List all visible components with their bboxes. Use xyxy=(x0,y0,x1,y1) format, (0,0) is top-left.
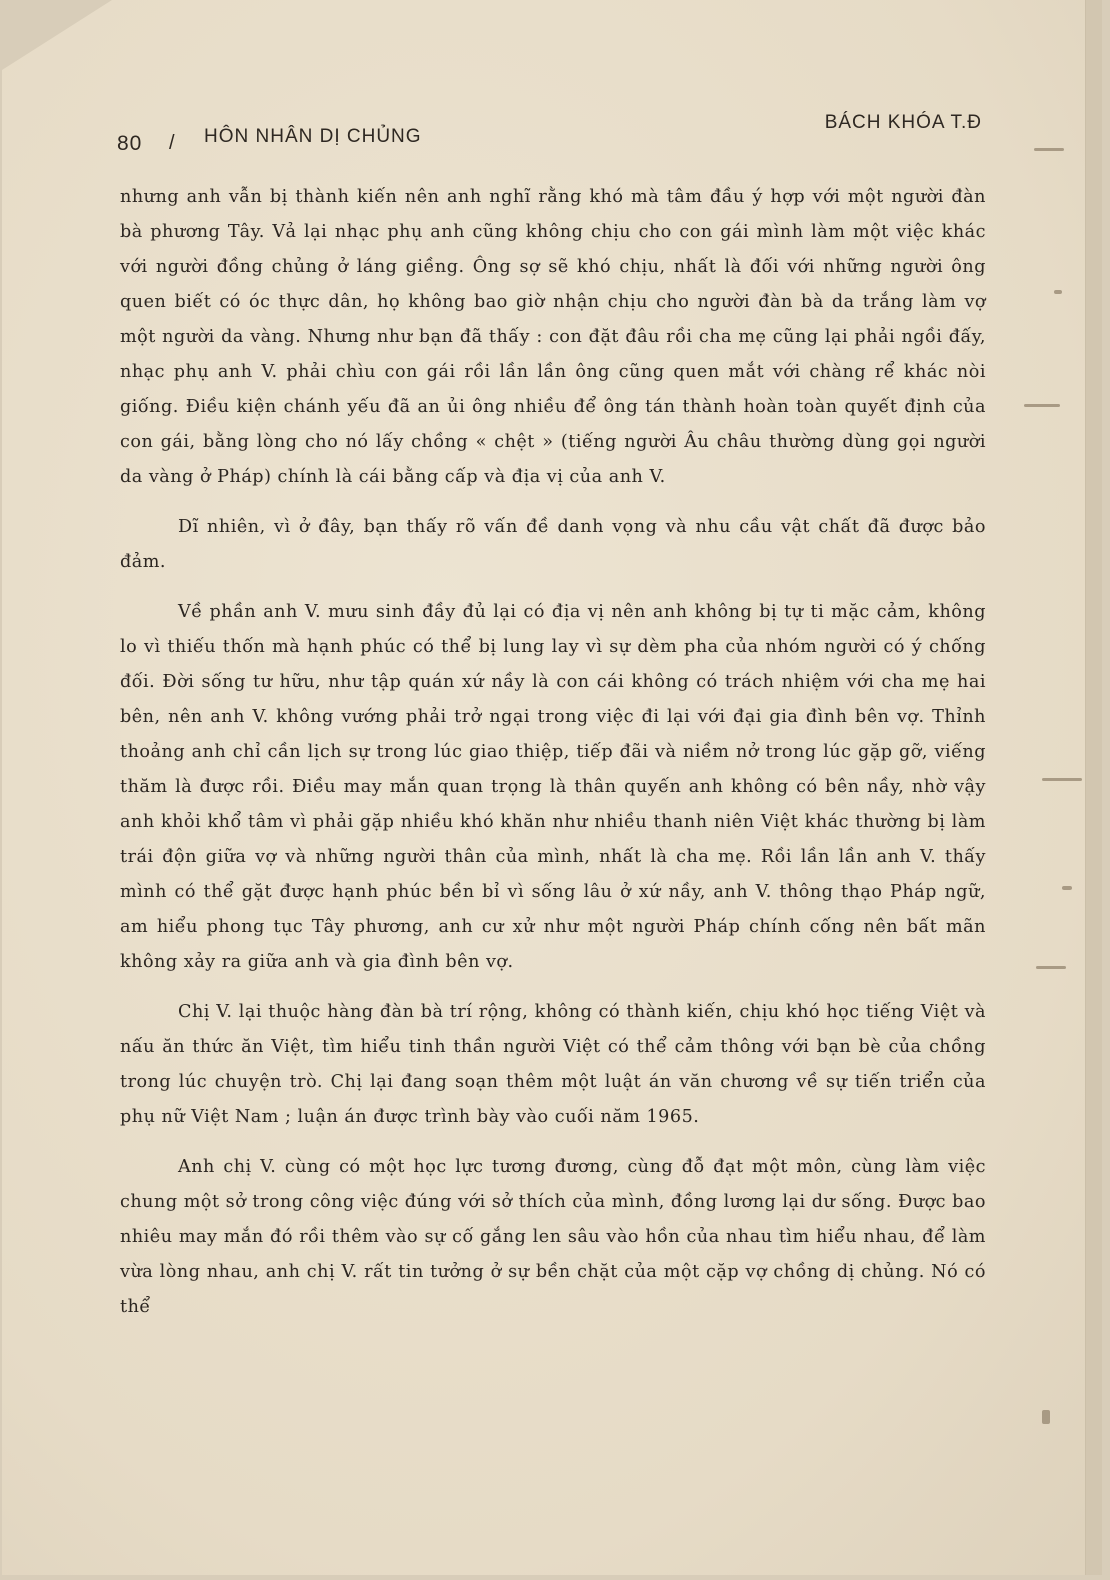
edge-mark xyxy=(1024,404,1060,407)
page-number: 80 xyxy=(117,132,143,155)
edge-mark xyxy=(1054,290,1062,294)
paragraph: Về phần anh V. mưu sinh đầy đủ lại có địa vị nên anh không bị tự ti mặc cảm, không lo vì thiếu thốn mà hạnh phúc có thể bị lung lay vì sự dèm pha của nhóm người có ý chống đối. Đời sống tư hữu, như tập quán xứ nầy là con cái không có trách nhiệm với cha mẹ hai bên, nên anh V. không vướng phải trở ngại trong việc đi lại với đại gia đình bên vợ. Thỉnh thoảng anh chỉ cần lịch sự trong lúc giao thiệp, tiếp đãi và niềm nở trong lúc gặp gỡ, viếng thăm là được rồi. Điều may mắn quan trọng là thân quyến anh không có bên nầy, nhờ vậy anh khỏi khổ tâm vì phải gặp nhiều khó khăn như nhiều thanh niên Việt khác thường bị làm trái độn giữa vợ và những người thân của mình, nhất là cha mẹ. Rồi lần lần anh V. thấy mình có thể gặt được hạnh phúc bền bỉ vì sống lâu ở xứ nầy, anh V. thông thạo Pháp ngữ, am hiểu phong tục Tây phương, anh cư xử như một người Pháp chính cống nên bất mãn không xảy ra giữa anh và gia đình bên vợ. xyxy=(120,602,986,972)
edge-mark xyxy=(1042,1410,1050,1424)
edge-mark xyxy=(1062,886,1072,890)
edge-mark xyxy=(1034,148,1064,151)
page-corner-fold xyxy=(2,0,112,70)
scanned-page xyxy=(2,0,1102,1575)
body-text xyxy=(120,180,986,1340)
paragraph: Dĩ nhiên, vì ở đây, bạn thấy rõ vấn đề danh vọng và nhu cầu vật chất đã được bảo đảm. xyxy=(120,517,986,572)
page-right-edge xyxy=(1085,0,1102,1575)
paragraph: Chị V. lại thuộc hàng đàn bà trí rộng, không có thành kiến, chịu khó học tiếng Việt và nấu ăn thức ăn Việt, tìm hiểu tinh thần người Việt có thể cảm thông với bạn bè của chồng trong lúc chuyện trò. Chị lại đang soạn thêm một luật án văn chương về sự tiến triển của phụ nữ Việt Nam ; luận án được trình bày vào cuối năm 1965. xyxy=(120,1002,986,1127)
magazine-name: BÁCH KHÓA T.Đ xyxy=(824,112,982,133)
edge-mark xyxy=(1036,966,1066,969)
header-separator: / xyxy=(169,132,176,154)
paragraph: nhưng anh vẫn bị thành kiến nên anh nghĩ rằng khó mà tâm đầu ý hợp với một người đàn bà phương Tây. Vả lại nhạc phụ anh cũng không chịu cho con gái mình làm một việc khác với người đồng chủng ở láng giềng. Ông sợ sẽ khó chịu, nhất là đối với những người ông quen biết có óc thực dân, họ không bao giờ nhận chịu cho người đàn bà da trắng làm vợ một người da vàng. Nhưng như bạn đã thấy : con đặt đâu rồi cha mẹ cũng lại phải ngồi đấy, nhạc phụ anh V. phải chìu con gái rồi lần lần ông cũng quen mắt với chàng rể khác nòi giống. Điều kiện chánh yếu đã an ủi ông nhiều để ông tán thành hoàn toàn quyết định của con gái, bằng lòng cho nó lấy chồng « chệt » (tiếng người Âu châu thường dùng gọi người da vàng ở Pháp) chính là cái bằng cấp và địa vị của anh V. xyxy=(120,187,986,487)
running-title: HÔN NHÂN DỊ CHỦNG xyxy=(204,126,422,147)
paragraph: Anh chị V. cùng có một học lực tương đương, cùng đỗ đạt một môn, cùng làm việc chung một sở trong công việc đúng với sở thích của mình, đồng lương lại dư sống. Được bao nhiêu may mắn đó rồi thêm vào sự cố gắng len sâu vào hồn của nhau tìm hiểu nhau, để làm vừa lòng nhau, anh chị V. rất tin tưởng ở sự bền chặt của một cặp vợ chồng dị chủng. Nó có thể xyxy=(120,1157,986,1317)
page-header xyxy=(117,112,982,155)
edge-mark xyxy=(1042,778,1082,781)
